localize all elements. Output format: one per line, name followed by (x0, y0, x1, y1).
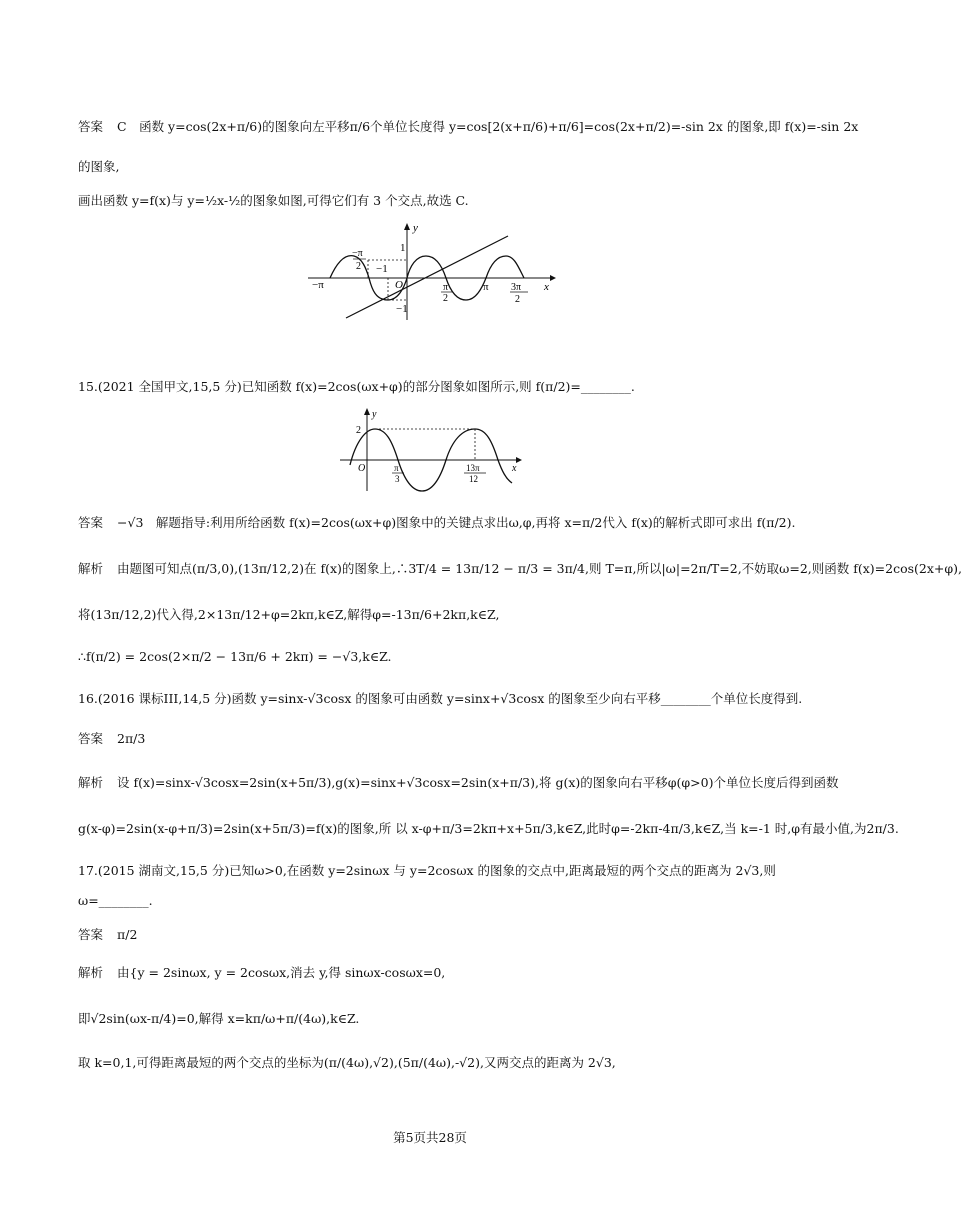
tick-label: −π (312, 279, 324, 291)
tick-label: 1 (400, 242, 406, 254)
answer-label: 答案 (78, 927, 104, 942)
text-line-10 (78, 730, 800, 748)
tick-label: 13π (466, 463, 480, 473)
x-axis-label: x (512, 463, 517, 474)
answer-label: 答案 (78, 731, 104, 746)
text-line-7 (78, 606, 800, 624)
page-footer: 第5页共28页 (393, 1130, 467, 1145)
figure-cosine-graph (330, 405, 530, 497)
figure-sine-and-line (300, 220, 560, 326)
text-line-8 (78, 648, 800, 666)
analysis-label: 解析 (78, 965, 104, 980)
text-line-2 (78, 158, 800, 176)
tick-label: 12 (469, 474, 478, 484)
text-line-16 (78, 964, 800, 982)
tick-label: −1 (396, 303, 408, 315)
line-text: 设 f(x)=sinx-√3cosx=2sin(x+5π/3),g(x)=sinx+√3cosx=2sin(x+π/3),将 g(x)的图象向右平移φ(φ>0)个单位长度后得到函数 (117, 775, 839, 790)
text-line-15 (78, 926, 800, 944)
tick-label: 2 (356, 261, 361, 272)
tick-label: 2 (443, 293, 448, 304)
line-text: 2π/3 (117, 731, 146, 746)
tick-label: 2 (515, 294, 520, 305)
line-text: π/2 (117, 927, 138, 942)
text-line-14 (78, 892, 800, 910)
y-axis-label: y (413, 222, 418, 234)
text-line-3 (78, 192, 800, 210)
tick-label: π (443, 282, 449, 293)
text-line-13 (78, 862, 800, 880)
text-line-9 (78, 690, 803, 708)
text-line-6 (78, 560, 962, 578)
tick-label: −1 (376, 263, 388, 275)
x-axis-arrow-icon (550, 275, 556, 281)
line-text: 16.(2016 课标III,14,5 分)函数 y=sinx-√3cosx 的图象可由函数 y=sinx+√3cosx 的图象至少向右平移________个单位长度得到. (78, 691, 803, 706)
line-text: 由{y = 2sinωx, y = 2cosωx,消去 y,得 sinωx-cosωx=0, (117, 965, 446, 980)
analysis-label: 解析 (78, 775, 104, 790)
line-text: 15.(2021 全国甲文,15,5 分)已知函数 f(x)=2cos(ωx+φ)的部分图象如图所示,则 f(π/2)=________. (78, 379, 635, 394)
y-axis-arrow-icon (364, 408, 370, 415)
origin-label: O (358, 463, 366, 474)
tick-label: −π (352, 248, 363, 259)
tick-label: π (483, 281, 489, 293)
line-text: ω=________. (78, 893, 153, 908)
y-axis-label: y (372, 409, 377, 420)
line-text: −√3 解题指导:利用所给函数 f(x)=2cos(ωx+φ)图象中的关键点求出ω,φ,再将 x=π/2代入 f(x)的解析式即可求出 f(π/2). (117, 515, 796, 530)
tick-label: π (394, 463, 399, 473)
y-axis-arrow-icon (404, 223, 410, 230)
line-text: 的图象, (78, 159, 120, 174)
line-text: 将(13π/12,2)代入得,2×13π/12+φ=2kπ,k∈Z,解得φ=-13π/6+2kπ,k∈Z, (78, 607, 500, 622)
text-line-18 (78, 1054, 800, 1072)
line-text: C 函数 y=cos(2x+π/6)的图象向左平移π/6个单位长度得 y=cos[2(x+π/6)+π/6]=cos(2x+π/2)=-sin 2x 的图象,即 f(x)=-sin 2x (117, 119, 859, 134)
line-text: 由题图可知点(π/3,0),(13π/12,2)在 f(x)的图象上,∴3T/4 = 13π/12 − π/3 = 3π/4,则 T=π,所以|ω|=2π/T=2,不妨取ω=2,则函数 f(x)=2cos(2x+φ), (117, 561, 962, 576)
tick-label: 3π (511, 282, 522, 293)
text-line-5 (78, 514, 800, 532)
x-axis-label: x (544, 281, 549, 293)
answer-label: 答案 (78, 119, 104, 134)
tick-label: 2 (356, 425, 361, 436)
text-line-4 (78, 378, 800, 396)
text-line-17 (78, 1010, 800, 1028)
x-axis-arrow-icon (516, 457, 522, 463)
line-text: g(x-φ)=2sin(x-φ+π/3)=2sin(x+5π/3)=f(x)的图象,所 以 x-φ+π/3=2kπ+x+5π/3,k∈Z,此时φ=-2kπ-4π/3,k∈Z,当 k=-1 时,φ有最小值,为2π/3. (78, 821, 899, 836)
text-line-1 (78, 118, 859, 136)
line-text: 画出函数 y=f(x)与 y=½x-½的图象如图,可得它们有 3 个交点,故选 C. (78, 193, 469, 208)
text-line-11 (78, 774, 839, 792)
origin-label: O (395, 279, 403, 291)
straight-line (346, 236, 508, 318)
analysis-label: 解析 (78, 561, 104, 576)
text-line-12 (78, 820, 899, 838)
line-text: 即√2sin(ωx-π/4)=0,解得 x=kπ/ω+π/(4ω),k∈Z. (78, 1011, 360, 1026)
line-text: 17.(2015 湖南文,15,5 分)已知ω>0,在函数 y=2sinωx 与 y=2cosωx 的图象的交点中,距离最短的两个交点的距离为 2√3,则 (78, 863, 776, 878)
line-text: 取 k=0,1,可得距离最短的两个交点的坐标为(π/(4ω),√2),(5π/(4ω),-√2),又两交点的距离为 2√3, (78, 1055, 616, 1070)
answer-label: 答案 (78, 515, 104, 530)
line-text: ∴f(π/2) = 2cos(2×π/2 − 13π/6 + 2kπ) = −√3,k∈Z. (78, 649, 392, 664)
tick-label: 3 (395, 474, 400, 484)
